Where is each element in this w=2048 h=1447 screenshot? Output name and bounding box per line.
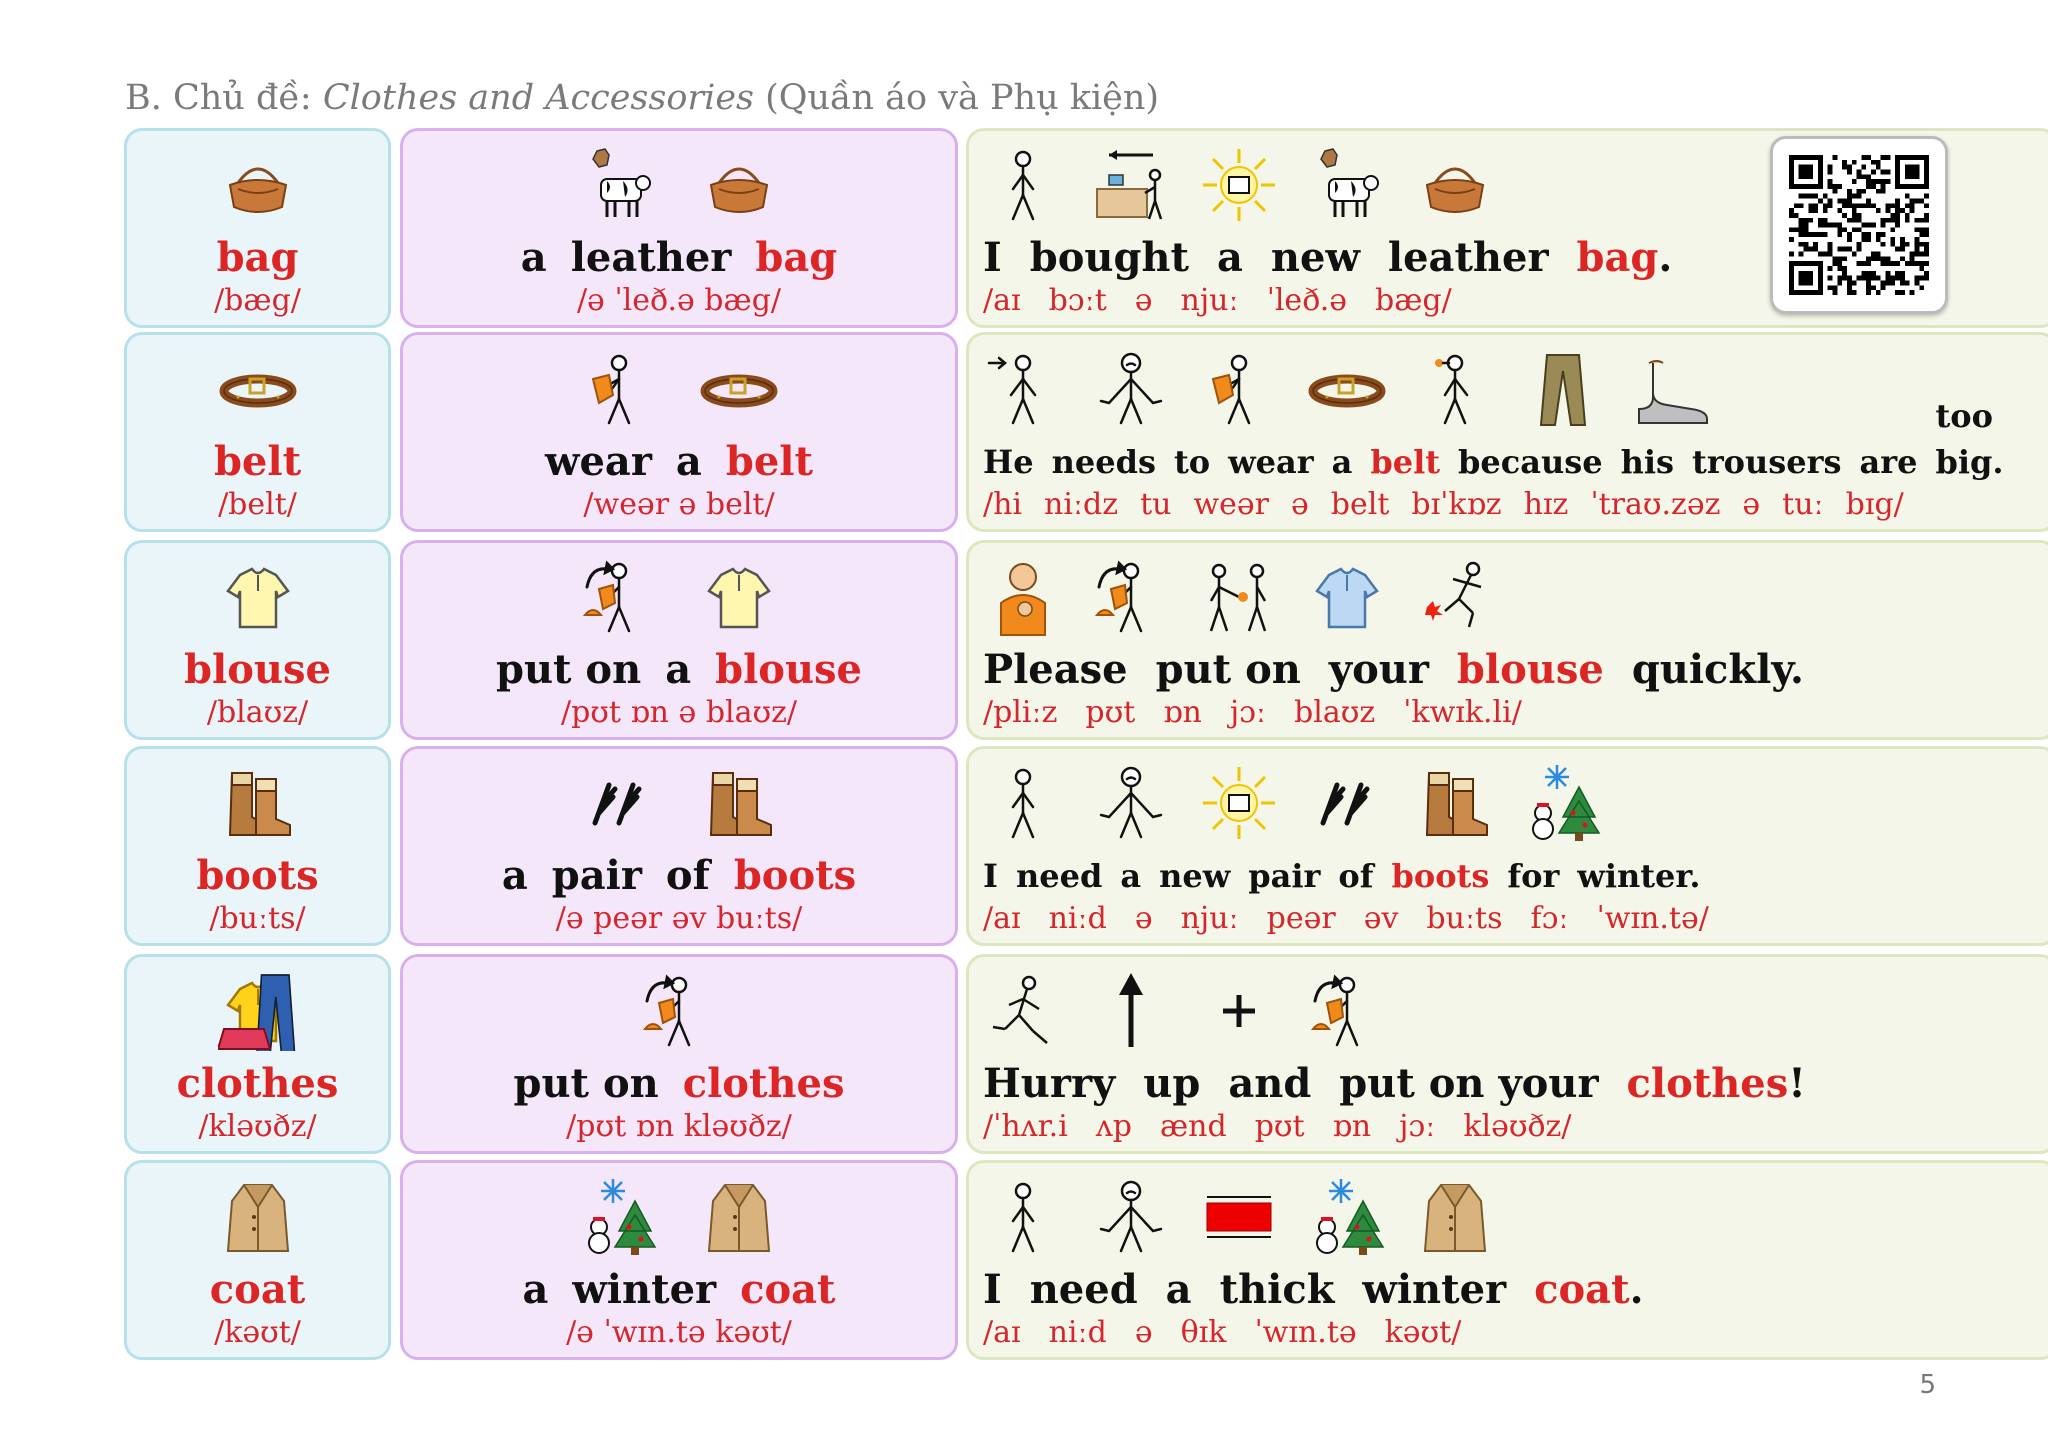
word-label: a	[520, 234, 547, 281]
phrase-phonetic: /ə ˈleð.ə bæg/	[576, 283, 782, 318]
need-icon	[1091, 763, 1171, 843]
word-text	[983, 1061, 1115, 1107]
up-arrow-icon	[1091, 971, 1171, 1051]
phonetic-token: kəʊt/	[1384, 1315, 1462, 1350]
phonetic-token: niːd	[1048, 901, 1107, 936]
word-text	[1692, 439, 1842, 485]
word-label: a	[1120, 857, 1142, 895]
winter-icon	[1307, 1177, 1387, 1257]
phonetic-token: buːts	[1426, 901, 1503, 936]
coat-icon	[218, 1177, 298, 1257]
word-label: to	[1173, 443, 1211, 481]
phonetic-token: ˈwɪn.tə	[1254, 1315, 1357, 1350]
word-phonetic: /blaʊz/	[206, 695, 309, 730]
title-topic-vi: (Quần áo và Phụ kiện)	[754, 78, 1160, 118]
page-number: 5	[1919, 1370, 1936, 1400]
word-text	[1052, 439, 1156, 485]
word-label: your	[1328, 646, 1429, 693]
phonetic-token: ænd	[1159, 1109, 1227, 1144]
word-label: for	[1507, 857, 1560, 895]
phrase-card[interactable]	[400, 1160, 958, 1360]
need-icon	[1091, 1177, 1171, 1257]
word-text	[1458, 439, 1603, 485]
need-icon	[1091, 349, 1171, 429]
wear-icon	[1199, 349, 1279, 429]
word-text	[552, 853, 642, 899]
word-text	[983, 439, 1034, 485]
keyword-text	[1370, 439, 1440, 485]
keyword-text	[1627, 1061, 1806, 1107]
word-text	[502, 853, 528, 899]
word-text	[1329, 647, 1429, 693]
word-phonetic: /kəʊt/	[214, 1315, 301, 1350]
he-icon	[983, 349, 1063, 429]
word-label: trousers	[1692, 443, 1842, 481]
thick-icon	[1199, 1177, 1279, 1257]
word-label: need	[1029, 1266, 1138, 1313]
phonetic-token: /hi	[983, 487, 1023, 522]
word-card[interactable]	[124, 746, 391, 946]
phrase-card[interactable]	[400, 540, 958, 740]
word-label: a	[1216, 234, 1243, 281]
blouse-blue-icon	[1307, 557, 1387, 637]
boots-icon	[1415, 763, 1495, 843]
bag-icon	[1415, 145, 1495, 225]
word-text	[665, 647, 691, 693]
punctuation: .	[1629, 1266, 1644, 1313]
title-prefix: B. Chủ đề:	[125, 78, 323, 118]
word-text	[496, 647, 641, 693]
phonetic-token: əv	[1363, 901, 1399, 936]
word-phonetic: /bæg/	[214, 283, 301, 318]
phonetic-token: hɪz	[1523, 487, 1569, 522]
phonetic-token: blaʊz	[1294, 695, 1376, 730]
word-text	[983, 1267, 1002, 1313]
phonetic-token: tuː	[1782, 487, 1824, 522]
word-label: a	[501, 852, 528, 899]
word-label: needs	[1051, 443, 1156, 481]
word-text	[1507, 853, 1559, 899]
word-text	[1339, 1061, 1598, 1107]
phonetic-token: pʊt	[1085, 695, 1136, 730]
keyword-text	[755, 235, 837, 281]
phonetic-token: niːd	[1048, 1315, 1107, 1350]
word-label: bag	[755, 234, 838, 281]
word-text	[1577, 853, 1700, 899]
word-label: belt	[1370, 443, 1440, 481]
clothes-icon	[218, 971, 298, 1051]
word-label: new	[1159, 857, 1231, 895]
phrase-card[interactable]	[400, 746, 958, 946]
blouse-icon	[218, 557, 298, 637]
phonetic-token: θɪk	[1180, 1315, 1227, 1350]
keyword-text	[683, 1061, 845, 1107]
phonetic-token: ə	[1134, 901, 1153, 936]
word-label: a	[675, 438, 702, 485]
word-text	[514, 1061, 659, 1107]
quickly-icon	[1415, 557, 1495, 637]
phonetic-token: njuː	[1180, 901, 1239, 936]
word-card[interactable]	[124, 540, 391, 740]
phonetic-token: ə	[1291, 487, 1309, 522]
word-text	[1935, 393, 2048, 485]
word-text	[1860, 439, 1918, 485]
keyword-text	[1391, 853, 1489, 899]
new-icon	[1199, 763, 1279, 843]
keyword-text	[740, 1267, 835, 1313]
pair-icon	[1307, 763, 1387, 843]
word-label: Hurry	[983, 1060, 1116, 1107]
word-text	[1271, 235, 1360, 281]
word-label: leather	[1387, 234, 1549, 281]
word-label: of	[665, 852, 710, 899]
keyword-text	[214, 439, 301, 485]
phonetic-token: /aɪ	[983, 901, 1021, 936]
phonetic-token: ˈkwɪk.li/	[1403, 695, 1522, 730]
word-text	[1166, 1267, 1192, 1313]
new-icon	[1199, 145, 1279, 225]
phonetic-token: bɪˈkɒz	[1411, 487, 1502, 522]
word-label: a	[1165, 1266, 1192, 1313]
word-label: put on	[513, 1060, 659, 1107]
wear-icon	[579, 349, 659, 429]
phonetic-token: jɔː	[1229, 695, 1267, 730]
word-text	[1030, 235, 1189, 281]
keyword-text	[196, 853, 318, 899]
word-label: blouse	[715, 646, 863, 693]
hurry-icon	[983, 971, 1063, 1051]
phonetic-token: ə	[1742, 487, 1761, 522]
word-text	[1338, 853, 1373, 899]
phonetic-token: fɔː	[1530, 901, 1569, 936]
phrase-phonetic: /weər ə belt/	[583, 487, 775, 522]
your-icon	[1199, 557, 1279, 637]
put-on-icon	[1307, 971, 1387, 1051]
person-icon	[983, 1177, 1063, 1257]
sentence-card[interactable]	[966, 954, 2048, 1154]
word-text	[1016, 853, 1102, 899]
bag-icon	[699, 145, 779, 225]
phonetic-token: belt	[1330, 487, 1390, 522]
word-text	[1362, 1267, 1506, 1313]
boots-icon	[699, 763, 779, 843]
punctuation: .	[1658, 234, 1673, 281]
word-label: because	[1458, 443, 1603, 481]
phonetic-token: /ˈhʌr.i	[983, 1109, 1068, 1144]
word-text	[572, 1267, 716, 1313]
phonetic-token: ʌp	[1095, 1109, 1132, 1144]
word-label: I	[983, 234, 1002, 281]
phrase-card[interactable]	[400, 128, 958, 328]
keyword-text	[726, 439, 813, 485]
word-label: blouse	[1456, 646, 1604, 693]
phonetic-token: /aɪ	[983, 1315, 1021, 1350]
person-icon	[983, 763, 1063, 843]
word-text	[1228, 439, 1314, 485]
put-on-icon	[639, 971, 719, 1051]
word-text	[666, 853, 710, 899]
coat-icon	[699, 1177, 779, 1257]
keyword-text	[715, 647, 862, 693]
keyword-text	[734, 853, 856, 899]
sentence-card[interactable]	[966, 746, 2048, 946]
word-text	[1030, 1267, 1138, 1313]
word-label: thick	[1219, 1266, 1335, 1313]
word-text	[1621, 439, 1674, 485]
qr-code[interactable]	[1770, 136, 1948, 314]
phonetic-token: ˈwɪn.tə/	[1596, 901, 1709, 936]
phonetic-token: /pliːz	[983, 695, 1058, 730]
phonetic-token: ɒn	[1163, 695, 1202, 730]
word-text	[1217, 235, 1243, 281]
phonetic-token: jɔː	[1399, 1109, 1436, 1144]
word-label: leather	[570, 234, 732, 281]
word-label: boots	[1391, 857, 1490, 895]
phonetic-token: weər	[1193, 487, 1269, 522]
belt-icon	[218, 349, 298, 429]
word-label: wear	[1228, 443, 1314, 481]
phonetic-token: ˈleð.ə	[1266, 283, 1348, 318]
phrase-card[interactable]	[400, 332, 958, 532]
title-topic-en: Clothes and Accessories	[322, 78, 755, 118]
word-label: boots	[196, 852, 319, 899]
word-card[interactable]	[124, 1160, 391, 1360]
word-label: clothes	[176, 1060, 339, 1107]
keyword-text	[1457, 647, 1604, 693]
phrase-phonetic: /pʊt ɒn ə blaʊz/	[560, 695, 798, 730]
shoe-icon	[1631, 349, 1711, 429]
word-text	[1159, 853, 1230, 899]
put-on-icon	[1091, 557, 1171, 637]
word-card[interactable]	[124, 954, 391, 1154]
word-label: up	[1143, 1060, 1201, 1107]
punctuation: !	[1788, 1060, 1806, 1107]
word-label: Please	[983, 646, 1128, 693]
word-label: pair	[1248, 857, 1321, 895]
word-label: and	[1228, 1060, 1312, 1107]
phonetic-token: ə	[1134, 1315, 1153, 1350]
word-text	[1332, 439, 1353, 485]
please-icon	[983, 557, 1063, 637]
word-text	[676, 439, 702, 485]
keyword-text	[1577, 235, 1673, 281]
word-text	[545, 439, 652, 485]
word-label: bag	[1576, 234, 1659, 281]
put-on-icon	[579, 557, 659, 637]
word-label: too big.	[1935, 397, 2004, 481]
word-label: blouse	[184, 646, 331, 693]
word-label: belt	[725, 438, 813, 485]
word-label: wear	[545, 438, 652, 485]
word-text	[1120, 853, 1141, 899]
plus-icon	[1199, 971, 1279, 1051]
word-label: a	[522, 1266, 549, 1313]
word-phonetic: /kləʊðz/	[198, 1109, 317, 1144]
word-text	[571, 235, 732, 281]
word-text	[1143, 1061, 1200, 1107]
belt-icon	[699, 349, 779, 429]
word-text	[983, 235, 1002, 281]
leather-cow-icon	[1307, 145, 1387, 225]
word-text	[983, 647, 1128, 693]
trousers-icon	[1523, 349, 1603, 429]
phonetic-token: ɒn	[1332, 1109, 1372, 1144]
sentence-card[interactable]	[966, 332, 2048, 532]
phonetic-token: ə	[1134, 283, 1153, 318]
word-label: belt	[213, 438, 302, 485]
phonetic-token: ˈtraʊ.zəz	[1590, 487, 1721, 522]
phonetic-token: njuː	[1180, 283, 1239, 318]
sentence-card[interactable]	[966, 1160, 2048, 1360]
coat-icon	[1415, 1177, 1495, 1257]
word-label: need	[1015, 857, 1103, 895]
word-label: coat	[1534, 1266, 1630, 1313]
word-label: put on your	[1339, 1060, 1599, 1107]
word-label: winter	[1362, 1266, 1507, 1313]
word-label: I	[983, 857, 998, 895]
word-text	[1156, 647, 1301, 693]
word-text	[1228, 1061, 1311, 1107]
word-label: new	[1270, 234, 1360, 281]
word-label: are	[1859, 443, 1918, 481]
leather-cow-icon	[579, 145, 659, 225]
word-label: bag	[216, 234, 299, 281]
word-label: pair	[551, 852, 642, 899]
word-text	[1248, 853, 1320, 899]
phonetic-token: /aɪ	[983, 283, 1021, 318]
word-label: put on	[495, 646, 642, 693]
word-text	[983, 853, 998, 899]
qr-code-icon	[1789, 155, 1929, 295]
keyword-text	[184, 647, 331, 693]
sentence-card[interactable]	[966, 540, 2048, 740]
word-text	[1632, 647, 1804, 693]
winter-icon	[1523, 763, 1603, 843]
bag-icon	[218, 145, 298, 225]
word-text	[1220, 1267, 1335, 1313]
page-title	[125, 78, 1159, 118]
keyword-text	[177, 1061, 339, 1107]
word-label: I	[983, 1266, 1002, 1313]
keyword-text	[217, 235, 299, 281]
boots-icon	[218, 763, 298, 843]
word-label: coat	[740, 1266, 836, 1313]
word-card[interactable]	[124, 332, 391, 532]
word-label: coat	[209, 1266, 306, 1313]
phrase-phonetic: /ə peər əv buːts/	[555, 901, 803, 936]
pair-icon	[579, 763, 659, 843]
word-label: bought	[1029, 234, 1189, 281]
phonetic-token: bɪg/	[1845, 487, 1904, 522]
word-phonetic: /belt/	[218, 487, 297, 522]
phonetic-token: niːdz	[1044, 487, 1119, 522]
word-label: winter.	[1577, 857, 1701, 895]
phonetic-token: bɔːt	[1048, 283, 1107, 318]
word-label: quickly.	[1631, 646, 1804, 693]
person-icon	[983, 145, 1063, 225]
word-text	[1174, 439, 1210, 485]
phonetic-token: tu	[1140, 487, 1172, 522]
keyword-text	[210, 1267, 305, 1313]
word-text	[522, 1267, 548, 1313]
phrase-phonetic: /ə ˈwɪn.tə kəʊt/	[566, 1315, 792, 1350]
his-icon	[1415, 349, 1495, 429]
word-label: boots	[733, 852, 857, 899]
word-label: a	[665, 646, 692, 693]
phrase-phonetic: /pʊt ɒn kləʊðz/	[566, 1109, 792, 1144]
word-label: winter	[572, 1266, 717, 1313]
word-label: clothes	[682, 1060, 845, 1107]
phonetic-token: peər	[1266, 901, 1336, 936]
word-label: He	[983, 443, 1034, 481]
word-label: his	[1620, 443, 1675, 481]
word-label: put on	[1155, 646, 1301, 693]
winter-icon	[579, 1177, 659, 1257]
belt-icon	[1307, 349, 1387, 429]
word-label: a	[1331, 443, 1353, 481]
word-label: clothes	[1626, 1060, 1789, 1107]
phonetic-token: kləʊðz/	[1463, 1109, 1572, 1144]
phonetic-token: pʊt	[1254, 1109, 1305, 1144]
word-label: of	[1338, 857, 1374, 895]
phrase-card[interactable]	[400, 954, 958, 1154]
word-text	[1388, 235, 1549, 281]
buy-icon	[1091, 145, 1171, 225]
word-card[interactable]	[124, 128, 391, 328]
keyword-text	[1534, 1267, 1643, 1313]
word-phonetic: /buːts/	[209, 901, 306, 936]
phonetic-token: bæg/	[1375, 283, 1452, 318]
blouse-icon	[699, 557, 779, 637]
word-text	[521, 235, 547, 281]
